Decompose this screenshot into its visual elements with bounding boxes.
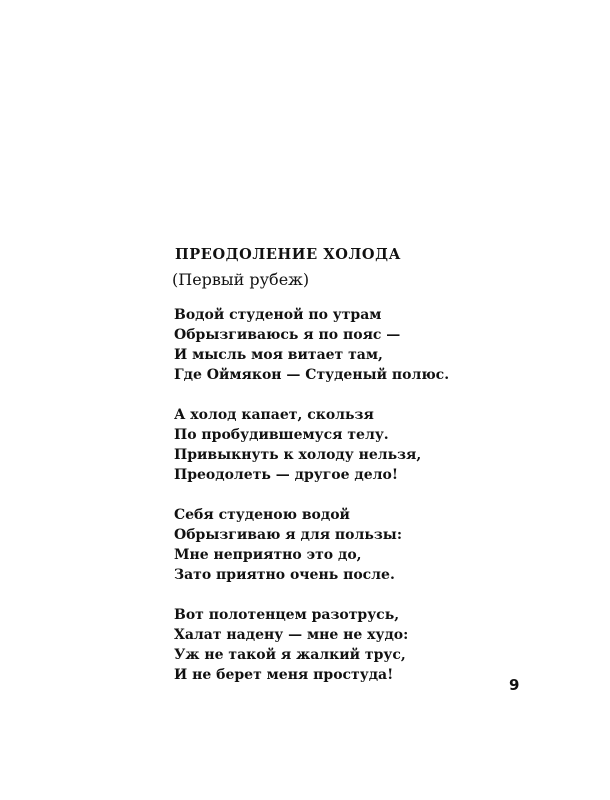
stanza-4 — [174, 605, 474, 685]
poem-line: Зато приятно очень после. — [174, 567, 395, 583]
poem-body — [174, 305, 474, 705]
stanza-3 — [174, 505, 474, 585]
poem-line: Обрызгиваю я для пользы: — [174, 527, 403, 543]
poem-line: Водой студеной по утрам — [174, 307, 382, 323]
poem-line: Уж не такой я жалкий трус, — [174, 647, 406, 663]
poem-line: Где Оймякон — Студеный полюс. — [174, 367, 450, 383]
poem-subtitle: (Первый рубеж) — [172, 270, 310, 289]
poem-line: Мне неприятно это до, — [174, 547, 362, 563]
poem-line: И не берет меня простуда! — [174, 667, 394, 683]
poem-line: Обрызгиваюсь я по пояс — — [174, 327, 401, 343]
stanza-1 — [174, 305, 474, 385]
stanza-2 — [174, 405, 474, 485]
page-number: 9 — [509, 676, 520, 694]
poem-line: Себя студеною водой — [174, 507, 350, 523]
poem-line: Халат надену — мне не худо: — [174, 627, 409, 643]
poem-line: И мысль моя витает там, — [174, 347, 383, 363]
poem-line: Вот полотенцем разотрусь, — [174, 607, 400, 623]
poem-title: ПРЕОДОЛЕНИЕ ХОЛОДА — [175, 246, 402, 263]
poem-line: А холод капает, скользя — [174, 407, 374, 423]
poem-line: Привыкнуть к холоду нельзя, — [174, 447, 422, 463]
poem-line: Преодолеть — другое дело! — [174, 467, 398, 483]
poem-line: По пробудившемуся телу. — [174, 427, 389, 443]
